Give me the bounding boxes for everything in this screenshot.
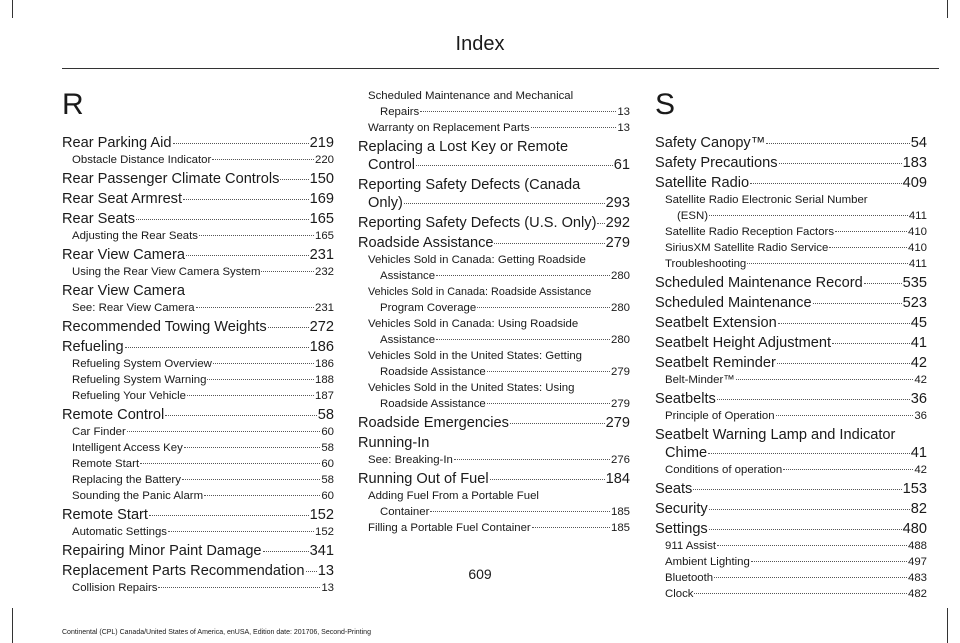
entry-label: Principle of Operation: [665, 410, 775, 422]
leader-dots: [127, 431, 321, 432]
leader-dots: [140, 463, 320, 464]
entry-label: Reporting Safety Defects (U.S. Only): [358, 215, 597, 231]
entry-label: Rear View Camera: [62, 247, 186, 263]
leader-dots: [766, 143, 909, 144]
index-entry[interactable]: [655, 390, 927, 408]
index-column-3: [655, 88, 927, 602]
index-subentry[interactable]: [358, 380, 630, 412]
leader-dots: [280, 179, 308, 180]
index-entry[interactable]: [62, 318, 334, 336]
leader-dots: [694, 593, 907, 594]
entry-label: Roadside Assistance: [358, 235, 494, 251]
entry-label: Repairing Minor Paint Damage: [62, 543, 262, 559]
page-ref: 13: [317, 563, 334, 579]
entry-label: Satellite Radio: [655, 175, 750, 191]
page-ref: 280: [610, 270, 630, 282]
page-ref: 41: [910, 445, 927, 461]
entry-label: Scheduled Maintenance: [655, 295, 812, 311]
page-ref: 293: [605, 195, 630, 211]
index-entry[interactable]: [655, 480, 927, 498]
page-ref: 58: [321, 442, 334, 454]
index-subentry[interactable]: [358, 120, 630, 136]
leader-dots: [125, 347, 309, 348]
entry-label: Safety Canopy™: [655, 135, 766, 151]
entry-label: Refueling System Warning: [72, 374, 207, 386]
leader-dots: [487, 403, 610, 404]
leader-dots: [777, 363, 910, 364]
page-ref: 60: [321, 426, 334, 438]
leader-dots: [158, 587, 320, 588]
index-entry[interactable]: [62, 170, 334, 188]
entry-label: Assistance: [380, 334, 436, 346]
page-ref: 231: [314, 302, 334, 314]
entry-label: Satellite Radio Reception Factors: [665, 226, 835, 238]
index-subentry[interactable]: [62, 440, 334, 456]
entry-label: Control: [368, 157, 416, 173]
leader-dots: [751, 561, 907, 562]
entry-label: Seatbelts: [655, 391, 716, 407]
leader-dots: [477, 307, 610, 308]
leader-dots: [207, 379, 314, 380]
leader-dots: [173, 143, 309, 144]
leader-dots: [136, 219, 309, 220]
index-subentry[interactable]: [62, 580, 334, 596]
entry-label: Running-In: [358, 435, 430, 451]
page-ref: 482: [907, 588, 927, 600]
entry-label: Satellite Radio Electronic Serial Number: [665, 194, 868, 206]
footer-text: Continental (CPL) Canada/United States of America, enUSA, Edition date: 201706, Second-Printing: [62, 629, 371, 636]
leader-dots: [494, 243, 604, 244]
leader-dots: [436, 275, 610, 276]
index-subentry[interactable]: [358, 88, 630, 120]
index-entry[interactable]: [655, 334, 927, 352]
leader-dots: [747, 263, 908, 264]
entry-label: Adjusting the Rear Seats: [72, 230, 199, 242]
index-entry[interactable]: [358, 234, 630, 252]
index-subentry[interactable]: [655, 408, 927, 424]
page-ref: 152: [314, 526, 334, 538]
entry-label: Conditions of operation: [665, 464, 783, 476]
entry-label: Replacing a Lost Key or Remote: [358, 139, 569, 155]
index-subentry[interactable]: [62, 524, 334, 540]
index-entry[interactable]: [655, 134, 927, 152]
page-ref: 60: [321, 458, 334, 470]
entry-label: Roadside Emergencies: [358, 415, 509, 431]
entry-label: Only): [368, 195, 403, 211]
crop-mark: [947, 608, 948, 643]
entry-label: Refueling: [62, 339, 124, 355]
entry-label: Rear Seats: [62, 211, 136, 227]
page-ref: 41: [910, 335, 927, 351]
index-subentry[interactable]: [655, 224, 927, 240]
entry-label: 911 Assist: [665, 540, 717, 552]
page-ref: 36: [910, 391, 927, 407]
index-subentry[interactable]: [655, 192, 927, 224]
entry-label: Vehicles Sold in Canada: Roadside Assistance: [368, 286, 592, 298]
leader-dots: [196, 307, 314, 308]
entry-label: Rear Seat Armrest: [62, 191, 183, 207]
page-ref: 13: [321, 582, 334, 594]
index-subentry[interactable]: [358, 520, 630, 536]
leader-dots: [835, 231, 907, 232]
index-entry[interactable]: [358, 414, 630, 432]
leader-dots: [736, 379, 914, 380]
entry-label: Collision Repairs: [72, 582, 158, 594]
page-ref: 60: [321, 490, 334, 502]
entry-label: Bluetooth: [665, 572, 714, 584]
leader-dots: [510, 423, 605, 424]
index-entry[interactable]: [655, 174, 927, 192]
index-subentry[interactable]: [62, 456, 334, 472]
leader-dots: [487, 371, 610, 372]
page-ref: 185: [610, 506, 630, 518]
index-subentry[interactable]: [655, 256, 927, 272]
entry-label: Clock: [665, 588, 694, 600]
page-ref: 185: [610, 522, 630, 534]
index-entry[interactable]: [358, 214, 630, 232]
page-ref: 410: [907, 226, 927, 238]
index-entry[interactable]: [358, 434, 630, 452]
leader-dots: [187, 395, 314, 396]
leader-dots: [182, 479, 320, 480]
section-letter: R: [62, 88, 84, 121]
page-ref: 292: [605, 215, 630, 231]
leader-dots: [186, 255, 309, 256]
page-ref: 411: [908, 210, 927, 222]
entry-label: Troubleshooting: [665, 258, 747, 270]
entry-label: Scheduled Maintenance Record: [655, 275, 863, 291]
leader-dots: [709, 509, 910, 510]
index-entry[interactable]: [62, 210, 334, 228]
index-subentry[interactable]: [62, 356, 334, 372]
page-ref: 279: [605, 235, 630, 251]
entry-label: Warranty on Replacement Parts: [368, 122, 530, 134]
leader-dots: [813, 303, 902, 304]
header-rule: [62, 68, 939, 69]
index-subentry[interactable]: [358, 488, 630, 520]
index-entry[interactable]: [655, 314, 927, 332]
page-ref: 188: [314, 374, 334, 386]
page-ref: 150: [309, 171, 334, 187]
page-ref: 187: [314, 390, 334, 402]
entry-label: Intelligent Access Key: [72, 442, 183, 454]
page-ref: 483: [907, 572, 927, 584]
entry-label: Refueling System Overview: [72, 358, 212, 370]
page-ref: 186: [309, 339, 334, 355]
index-subentry[interactable]: [358, 348, 630, 380]
index-subentry[interactable]: [655, 372, 927, 388]
leader-dots: [261, 271, 314, 272]
leader-dots: [708, 453, 910, 454]
index-subentry[interactable]: [358, 316, 630, 348]
page-ref: 219: [309, 135, 334, 151]
page-ref: 279: [605, 415, 630, 431]
index-entry[interactable]: [62, 246, 334, 264]
entry-label: Rear Parking Aid: [62, 135, 172, 151]
entry-label: Scheduled Maintenance and Mechanical: [368, 90, 574, 102]
page-ref: 153: [902, 481, 927, 497]
index-entry[interactable]: [655, 500, 927, 518]
index-subentry[interactable]: [62, 372, 334, 388]
leader-dots: [490, 479, 605, 480]
crop-mark: [12, 608, 13, 643]
leader-dots: [436, 339, 610, 340]
leader-dots: [864, 283, 902, 284]
index-entry[interactable]: [358, 138, 630, 174]
page-ref: 45: [910, 315, 927, 331]
index-subentry[interactable]: [655, 240, 927, 256]
entry-label: Filling a Portable Fuel Container: [368, 522, 531, 534]
index-subentry[interactable]: [62, 472, 334, 488]
entry-label: Adding Fuel From a Portable Fuel: [368, 490, 539, 502]
index-entry[interactable]: [655, 294, 927, 312]
index-entry[interactable]: [655, 426, 927, 462]
index-subentry[interactable]: [62, 264, 334, 280]
page-ref: 231: [309, 247, 334, 263]
entry-label: Rear View Camera: [62, 283, 186, 299]
entry-label: Vehicles Sold in the United States: Getting: [368, 350, 583, 362]
entry-label: Roadside Assistance: [380, 398, 486, 410]
page-ref: 42: [914, 464, 927, 476]
entry-label: Repairs: [380, 106, 420, 118]
index-entry[interactable]: [655, 354, 927, 372]
page-ref: 410: [907, 242, 927, 254]
entry-label: Automatic Settings: [72, 526, 167, 538]
entry-label: Seatbelt Height Adjustment: [655, 335, 832, 351]
page-ref: 42: [914, 374, 927, 386]
leader-dots: [404, 203, 605, 204]
index-subentry[interactable]: [62, 152, 334, 168]
leader-dots: [268, 327, 309, 328]
leader-dots: [199, 235, 314, 236]
entry-label: Vehicles Sold in Canada: Getting Roadside: [368, 254, 586, 266]
entry-label: See: Breaking-In: [368, 454, 453, 466]
page-ref: 409: [902, 175, 927, 191]
entry-label: Vehicles Sold in the United States: Using: [368, 382, 575, 394]
index-entry[interactable]: [358, 470, 630, 488]
page-ref: 61: [613, 157, 630, 173]
entry-label: Seats: [655, 481, 693, 497]
index-subentry[interactable]: [358, 252, 630, 284]
page-ref: 165: [309, 211, 334, 227]
page-ref: 341: [309, 543, 334, 559]
leader-dots: [454, 459, 610, 460]
entry-label: Seatbelt Reminder: [655, 355, 776, 371]
entry-label: (ESN): [677, 210, 709, 222]
page-ref: 279: [610, 366, 630, 378]
index-subentry[interactable]: [62, 424, 334, 440]
index-entry[interactable]: [62, 542, 334, 560]
page-ref: 488: [907, 540, 927, 552]
leader-dots: [420, 111, 616, 112]
leader-dots: [717, 399, 910, 400]
index-subentry[interactable]: [62, 388, 334, 404]
leader-dots: [779, 163, 902, 164]
entry-label: Rear Passenger Climate Controls: [62, 171, 280, 187]
entry-label: Assistance: [380, 270, 436, 282]
index-entry[interactable]: [62, 338, 334, 356]
page-ref: 232: [314, 266, 334, 278]
page-ref: 279: [610, 398, 630, 410]
entry-label: Replacing the Battery: [72, 474, 181, 486]
leader-dots: [783, 469, 913, 470]
index-subentry[interactable]: [62, 488, 334, 504]
leader-dots: [778, 323, 910, 324]
entry-label: SiriusXM Satellite Radio Service: [665, 242, 829, 254]
entry-label: Remote Control: [62, 407, 165, 423]
index-entry[interactable]: [62, 406, 334, 424]
leader-dots: [776, 415, 914, 416]
leader-dots: [204, 495, 320, 496]
index-subentry[interactable]: [62, 300, 334, 316]
leader-dots: [263, 551, 309, 552]
page-ref: 165: [314, 230, 334, 242]
index-subentry[interactable]: [655, 538, 927, 554]
entry-label: Replacement Parts Recommendation: [62, 563, 305, 579]
leader-dots: [531, 127, 617, 128]
page-ref: 169: [309, 191, 334, 207]
index-subentry[interactable]: [358, 284, 630, 316]
page-ref: 411: [908, 258, 927, 270]
section-letter: S: [655, 88, 676, 121]
leader-dots: [149, 515, 309, 516]
entry-label: Using the Rear View Camera System: [72, 266, 261, 278]
leader-dots: [416, 165, 613, 166]
entry-label: Obstacle Distance Indicator: [72, 154, 212, 166]
page-ref: 54: [910, 135, 927, 151]
entry-label: Remote Start: [62, 507, 148, 523]
leader-dots: [750, 183, 902, 184]
page-ref: 523: [902, 295, 927, 311]
leader-dots: [693, 489, 901, 490]
entry-label: Container: [380, 506, 430, 518]
leader-dots: [832, 343, 910, 344]
page-ref: 82: [910, 501, 927, 517]
entry-label: Settings: [655, 521, 708, 537]
crop-mark: [947, 0, 948, 18]
page-ref: 186: [314, 358, 334, 370]
leader-dots: [183, 199, 309, 200]
entry-label: See: Rear View Camera: [72, 302, 195, 314]
index-entry[interactable]: [62, 190, 334, 208]
index-column-1: [62, 88, 334, 596]
page-ref: 13: [617, 106, 630, 118]
page-ref: 58: [317, 407, 334, 423]
index-entry[interactable]: [358, 176, 630, 212]
page-ref: 480: [902, 521, 927, 537]
entry-label: Program Coverage: [380, 302, 477, 314]
page-ref: 58: [321, 474, 334, 486]
entry-label: Reporting Safety Defects (Canada: [358, 177, 581, 193]
entry-label: Seatbelt Warning Lamp and Indicator: [655, 427, 896, 443]
page-ref: 13: [617, 122, 630, 134]
index-subentry[interactable]: [655, 586, 927, 602]
leader-dots: [212, 159, 314, 160]
leader-dots: [165, 415, 317, 416]
leader-dots: [717, 545, 907, 546]
entry-label: Sounding the Panic Alarm: [72, 490, 204, 502]
page-ref: 535: [902, 275, 927, 291]
entry-label: Refueling Your Vehicle: [72, 390, 186, 402]
leader-dots: [829, 247, 907, 248]
leader-dots: [213, 363, 314, 364]
index-subentry[interactable]: [358, 452, 630, 468]
leader-dots: [597, 223, 604, 224]
leader-dots: [184, 447, 321, 448]
page-ref: 276: [610, 454, 630, 466]
page-ref: 280: [610, 334, 630, 346]
entry-label: Roadside Assistance: [380, 366, 486, 378]
entry-label: Ambient Lighting: [665, 556, 750, 568]
entry-label: Safety Precautions: [655, 155, 778, 171]
page-ref: 42: [910, 355, 927, 371]
index-subentry[interactable]: [655, 462, 927, 478]
index-entry[interactable]: [655, 274, 927, 292]
index-subentry[interactable]: [62, 228, 334, 244]
leader-dots: [168, 531, 314, 532]
entry-label: Recommended Towing Weights: [62, 319, 267, 335]
page-ref: 280: [610, 302, 630, 314]
index-column-2: [358, 88, 630, 536]
page-number: 609: [468, 566, 492, 582]
page-ref: 220: [314, 154, 334, 166]
entry-label: Remote Start: [72, 458, 140, 470]
page-ref: 183: [902, 155, 927, 171]
page-ref: 152: [309, 507, 334, 523]
page-title: Index: [455, 33, 505, 55]
index-entry[interactable]: [655, 520, 927, 538]
leader-dots: [709, 215, 908, 216]
page-ref: 184: [605, 471, 630, 487]
page-ref: 272: [309, 319, 334, 335]
entry-label: Vehicles Sold in Canada: Using Roadside: [368, 318, 579, 330]
leader-dots: [430, 511, 610, 512]
index-entry[interactable]: [655, 154, 927, 172]
entry-label: Security: [655, 501, 708, 517]
leader-dots: [532, 527, 610, 528]
crop-mark: [12, 0, 13, 18]
entry-label: Car Finder: [72, 426, 126, 438]
page-ref: 497: [907, 556, 927, 568]
leader-dots: [709, 529, 902, 530]
index-entry[interactable]: [62, 134, 334, 152]
index-entry[interactable]: [62, 282, 334, 300]
index-entry[interactable]: [62, 506, 334, 524]
entry-label: Seatbelt Extension: [655, 315, 777, 331]
entry-label: Chime: [665, 445, 708, 461]
entry-label: Running Out of Fuel: [358, 471, 489, 487]
entry-label: Belt-Minder™: [665, 374, 735, 386]
page-ref: 36: [914, 410, 927, 422]
